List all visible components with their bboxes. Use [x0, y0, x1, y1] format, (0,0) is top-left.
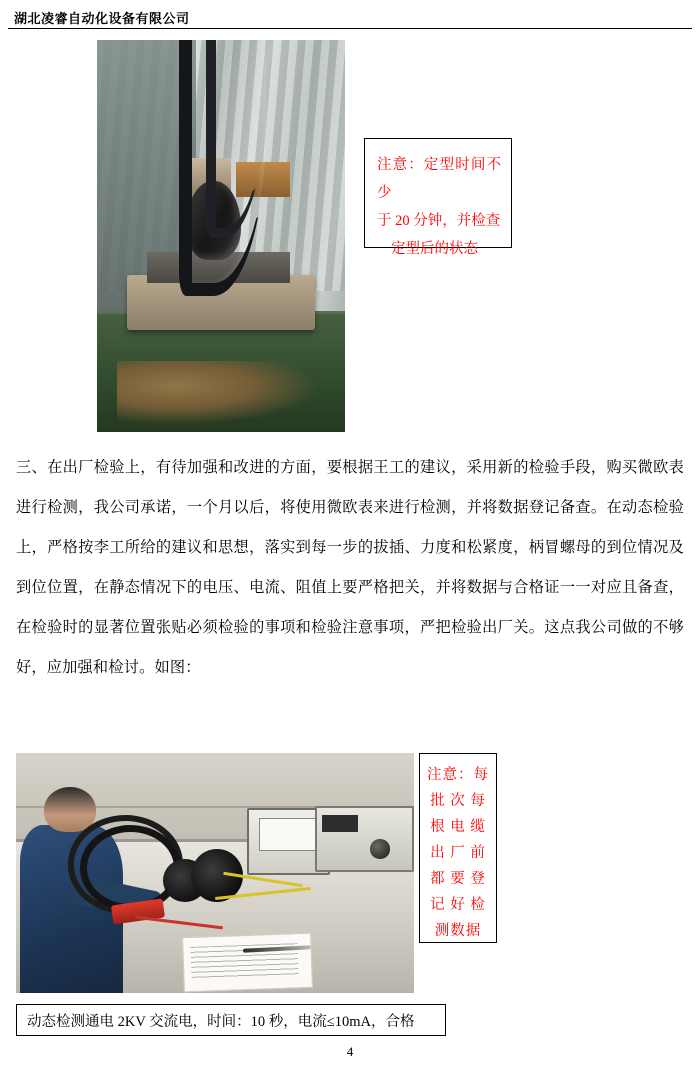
page-number: 4 — [346, 1044, 354, 1059]
note2-line-5: 都 要 登 — [430, 871, 486, 887]
photo2-meter-dial — [259, 818, 317, 851]
header-divider — [8, 28, 692, 29]
photo-cable-testing-bench — [16, 753, 414, 993]
page-header: 湖北凌睿自动化设备有限公司 — [14, 11, 190, 26]
photo1-rust-patch — [117, 361, 315, 424]
note2-line-1: 注意：每 — [427, 767, 489, 783]
body-paragraph-three: 三、在出厂检验上，有待加强和改进的方面，要根据王工的建议，采用新的检验手段，购买微欧表进行检测，我公司承诺，一个月以后，将使用微欧表来进行检测，并将数据登记备查。在动态检验上，严格按李工所给的建议和思想，落实到每一步的拔插、力度和松紧度，柄冒螺母的到位情况及到位位置，在静态情况下的电压、电流、阻值上要严格把关，并将数据与合格证一一对应且备查，在检验时的显著位置张贴必须检验的事项和检验注意事项，严把检验出厂关。这点我公司做的不够好，应加强和检讨。如图： — [16, 459, 684, 676]
caption-text: 动态检测通电 2KV 交流电，时间：10 秒，电流≤10mA，合格 — [27, 1013, 415, 1030]
photo2-tester-knob — [370, 839, 390, 858]
note2-line-6: 记 好 检 — [430, 897, 486, 913]
note2-line-2: 批 次 每 — [430, 793, 486, 809]
note2-line-4: 出 厂 前 — [430, 845, 486, 861]
note1-line3: 定型后的状态 — [391, 241, 478, 257]
note-box-setting-time — [364, 138, 512, 257]
note2-line-3: 根 电 缆 — [430, 819, 486, 835]
caption-box-dynamic-test — [16, 1004, 446, 1036]
photo-robot-welding-gun — [97, 40, 345, 432]
photo2-tester-display — [322, 815, 358, 832]
note1-line1: 注意：定型时间不少 — [377, 157, 501, 201]
note1-line2: 于 20 分钟，并检查 — [377, 213, 501, 229]
note2-line-7: 测数据 — [434, 923, 482, 939]
note-box-batch-record — [419, 753, 497, 943]
